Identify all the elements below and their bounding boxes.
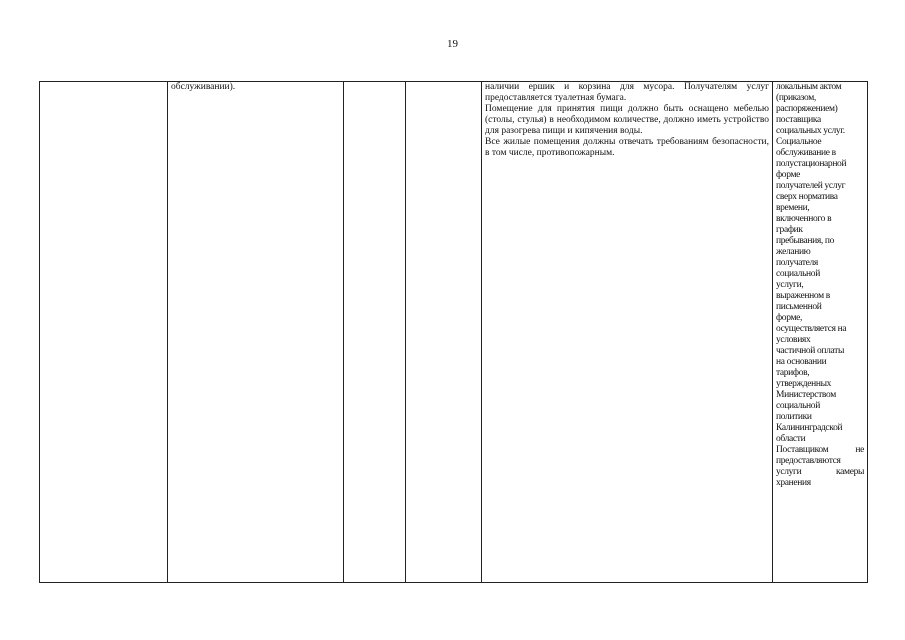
cell-line: услуги, bbox=[776, 280, 804, 290]
cell-line: социальной bbox=[776, 401, 820, 411]
cell-line: сверх норматива bbox=[776, 192, 838, 202]
cell-line: локальным актом bbox=[776, 82, 842, 92]
cell-line: форме, bbox=[776, 313, 803, 323]
cell-line: на основании bbox=[776, 357, 827, 367]
cell-line: Социальное bbox=[776, 137, 822, 147]
cell-line: услуги камеры bbox=[776, 467, 864, 477]
cell-line: области bbox=[776, 434, 806, 444]
cell-line: обслуживание в bbox=[776, 148, 836, 158]
cell-line: пребывания, по bbox=[776, 236, 835, 246]
cell-line: осуществляется на bbox=[776, 324, 847, 334]
cell-paragraph: Помещение для принятия пищи должно быть оснащено мебелью (столы, стулья) в необходимом количестве, должно иметь устройство для разогрева пищи и кипячения воды. bbox=[485, 104, 769, 136]
table-cell-col5 bbox=[482, 82, 773, 583]
cell-line: тарифов, bbox=[776, 368, 810, 378]
services-table bbox=[39, 81, 868, 583]
cell-line: включенного в bbox=[776, 214, 832, 224]
cell-line: получателя bbox=[776, 258, 818, 268]
cell-line: социальных услуг. bbox=[776, 126, 845, 136]
cell-line: политики bbox=[776, 412, 812, 422]
cell-line: поставщика bbox=[776, 115, 821, 125]
cell-line: получателей услуг bbox=[776, 181, 846, 191]
cell-line: хранения bbox=[776, 478, 811, 488]
cell-line: форме bbox=[776, 170, 800, 180]
cell-line: времени, bbox=[776, 203, 810, 213]
cell-line: график bbox=[776, 225, 803, 235]
cell-line: (приказом, bbox=[776, 93, 816, 103]
cell-line: утвержденных bbox=[776, 379, 832, 389]
table-row bbox=[40, 82, 868, 583]
cell-line: Поставщиком не bbox=[776, 445, 864, 455]
cell-line: Калининградской bbox=[776, 423, 843, 433]
table-cell-col1 bbox=[40, 82, 168, 583]
table-cell-col3 bbox=[344, 82, 406, 583]
page-number: 19 bbox=[447, 38, 458, 50]
cell-line: распоряжением) bbox=[776, 104, 838, 114]
cell-line: полустационарной bbox=[776, 159, 847, 169]
cell-text: обслуживании). bbox=[171, 82, 236, 92]
cell-line: желанию bbox=[776, 247, 811, 257]
cell-line: предоставляются bbox=[776, 456, 841, 466]
table-cell-col4 bbox=[406, 82, 482, 583]
cell-paragraph: наличии ершик и корзина для мусора. Получателям услуг предоставляется туалетная бумага. bbox=[485, 82, 769, 103]
table-cell-col2 bbox=[168, 82, 344, 583]
cell-paragraph: Все жилые помещения должны отвечать требованиям безопасности, в том числе, противопожарным. bbox=[485, 137, 769, 158]
cell-line: выраженном в bbox=[776, 291, 830, 301]
cell-line: социальной bbox=[776, 269, 820, 279]
cell-line: частичной оплаты bbox=[776, 346, 844, 356]
cell-line: условиях bbox=[776, 335, 811, 345]
table-cell-col6 bbox=[773, 82, 868, 583]
cell-line: Министерством bbox=[776, 390, 836, 400]
cell-line: письменной bbox=[776, 302, 822, 312]
